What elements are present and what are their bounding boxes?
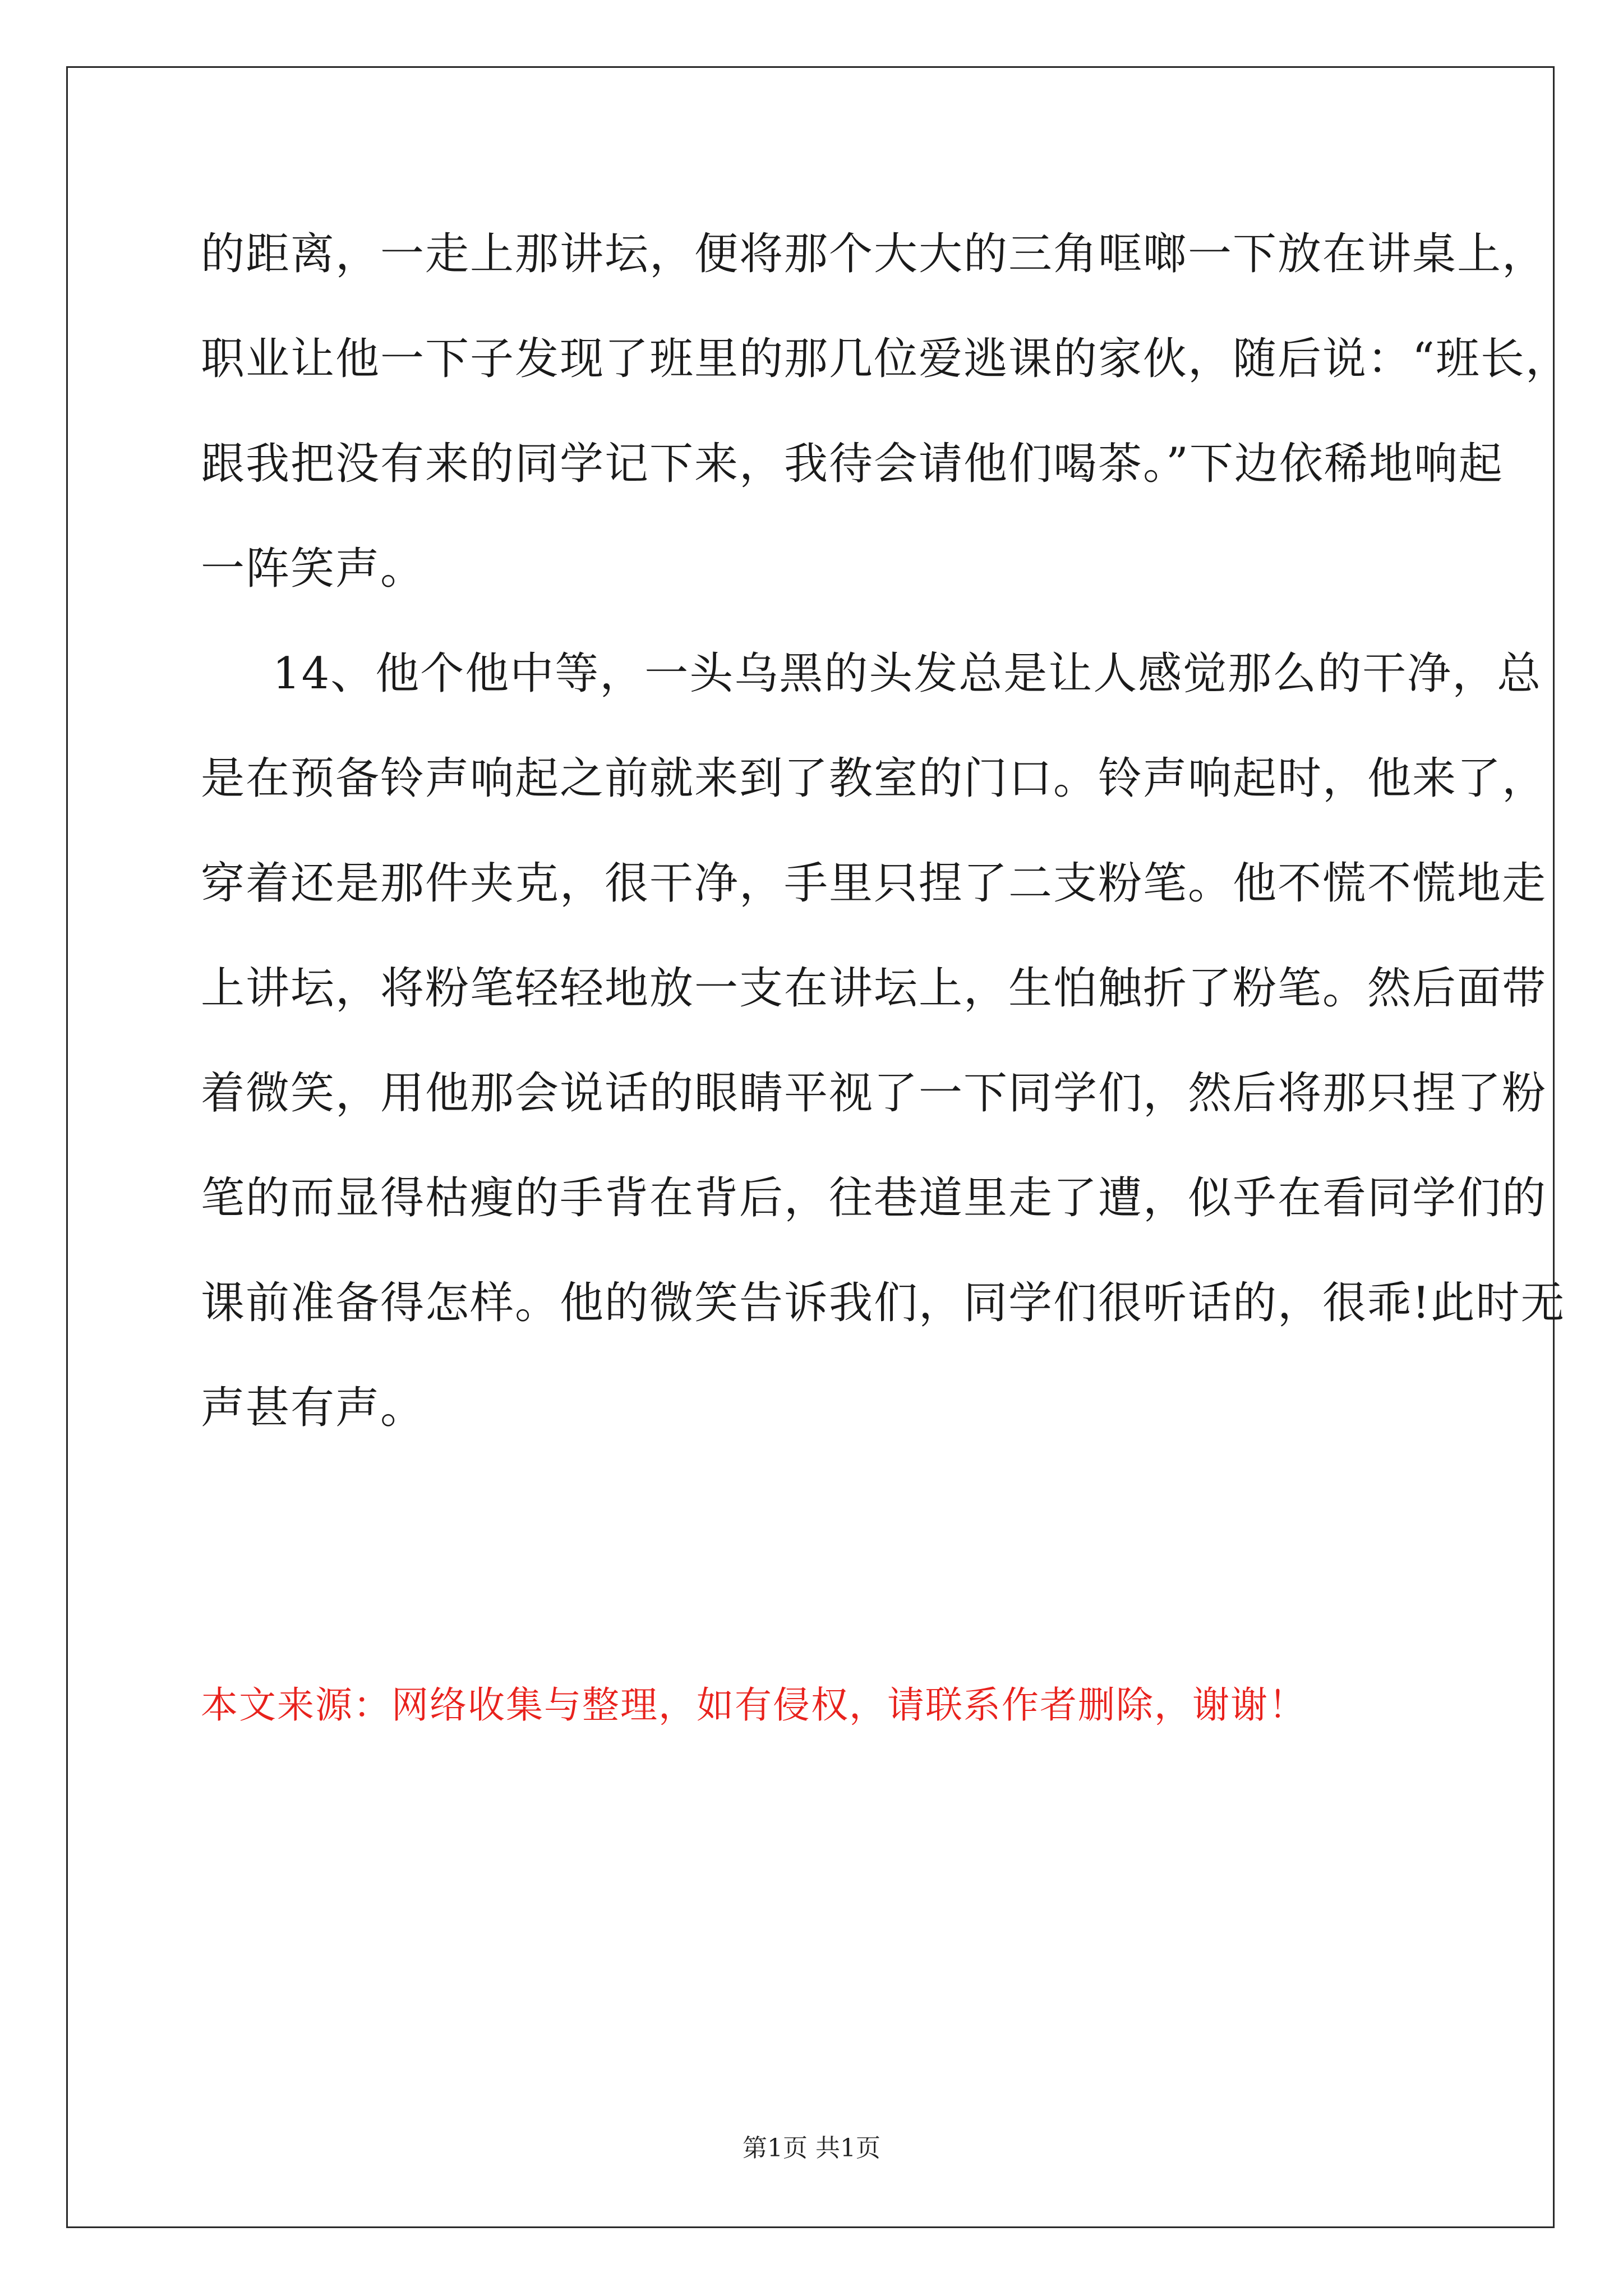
text-line-4: 一阵笑声。 [201, 544, 426, 594]
text-line-3: 跟我把没有来的同学记下来，我待会请他们喝茶。”下边依稀地响起 [201, 439, 1504, 489]
page-footer: 第1页 共1页 [743, 2134, 880, 2162]
document-body [201, 202, 1570, 1461]
text-line-7: 穿着还是那件夹克，很干净，手里只捏了二支粉笔。他不慌不慌地走 [201, 858, 1547, 909]
text-line-11: 课前准备得怎样。他的微笑告诉我们，同学们很听话的，很乖!此时无 [201, 1278, 1566, 1328]
source-note: 本文来源：网络收集与整理，如有侵权，请联系作者删除，谢谢！ [201, 1683, 1307, 1727]
text-line-12: 声甚有声。 [201, 1383, 426, 1433]
text-line-1: 的距离，一走上那讲坛，便将那个大大的三角哐啷一下放在讲桌上， [201, 229, 1547, 279]
text-line-8: 上讲坛，将粉笔轻轻地放一支在讲坛上，生怕触折了粉笔。然后面带 [201, 963, 1547, 1014]
text-line-6: 是在预备铃声响起之前就来到了教室的门口。铃声响起时，他来了， [201, 753, 1547, 804]
text-line-9: 着微笑，用他那会说话的眼睛平视了一下同学们，然后将那只捏了粉 [201, 1068, 1547, 1119]
text-line-10: 笔的而显得枯瘦的手背在背后，往巷道里走了遭，似乎在看同学们的 [201, 1173, 1547, 1223]
text-line-2: 职业让他一下子发现了班里的那几位爱逃课的家伙，随后说：“班长， [201, 334, 1570, 384]
text-line-5: 14、他个他中等，一头乌黑的头发总是让人感觉那么的干净，总 [273, 648, 1542, 699]
